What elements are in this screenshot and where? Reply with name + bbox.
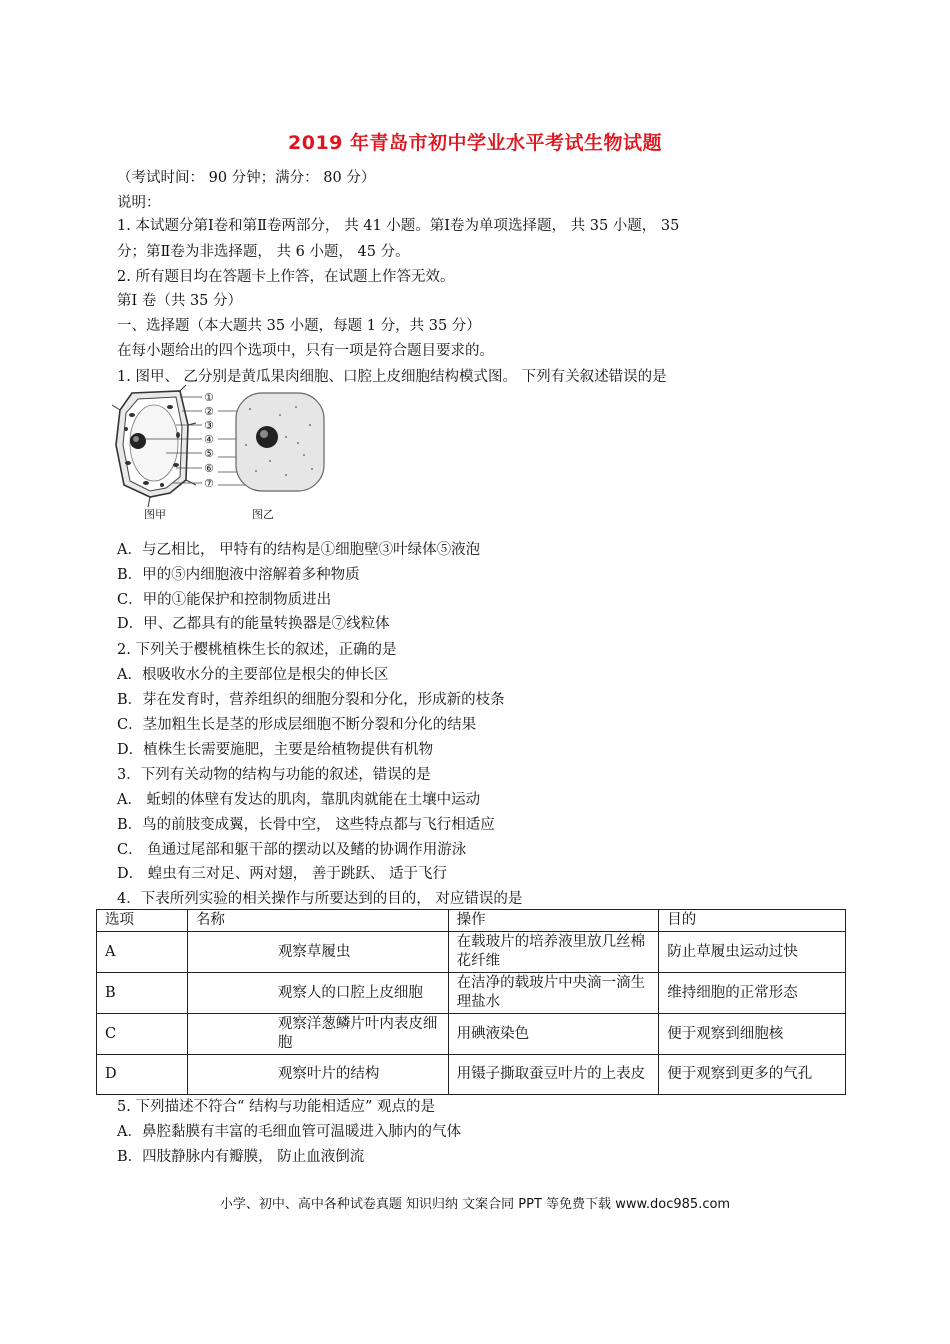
table-cell: 在洁净的载玻片中央滴一滴生理盐水 — [448, 973, 659, 1014]
table-cell: 在载玻片的培养液里放几丝棉花纤维 — [448, 932, 659, 973]
q1-option-a: A．与乙相比， 甲特有的结构是①细胞壁③叶绿体⑤液泡 — [117, 542, 481, 558]
animal-cell-diagram — [236, 393, 324, 491]
figure-a-caption: 图甲 — [144, 508, 166, 521]
table-row — [97, 932, 846, 973]
table-header-row — [97, 910, 846, 932]
q1-option-d: D．甲、乙都具有的能量转换器是⑦线粒体 — [117, 616, 390, 632]
table-cell: D — [97, 1055, 188, 1095]
section-heading: 第Ⅰ 卷（共 35 分） — [117, 293, 243, 309]
figure-label-2: ② — [204, 405, 214, 418]
table-cell: 观察叶片的结构 — [187, 1055, 448, 1095]
q2-option-b: B．芽在发育时，营养组织的细胞分裂和分化，形成新的枝条 — [117, 692, 505, 708]
table-cell: 观察洋葱鳞片叶内表皮细胞 — [187, 1014, 448, 1055]
plant-cell-diagram — [112, 385, 196, 507]
instruction-1a: 1. 本试题分第Ⅰ卷和第Ⅱ卷两部分， 共 41 小题。第Ⅰ卷为单项选择题， 共 35 小题， 35 — [117, 218, 680, 234]
instructions-label: 说明： — [117, 195, 161, 211]
table-cell: 便于观察到更多的气孔 — [659, 1055, 846, 1095]
q5-option-b: B．四肢静脉内有瓣膜， 防止血液倒流 — [117, 1149, 365, 1165]
table-header-purpose: 目的 — [659, 910, 846, 932]
page-footer: 小学、初中、高中各种试卷真题 知识归纳 文案合同 PPT 等免费下载 www.doc985.com — [219, 1197, 731, 1212]
table-cell: 观察人的口腔上皮细胞 — [187, 973, 448, 1014]
question-3-stem: 3．下列有关动物的结构与功能的叙述，错误的是 — [117, 767, 431, 783]
figure-label-5: ⑤ — [204, 447, 214, 460]
q1-option-b: B．甲的⑤内细胞液中溶解着多种物质 — [117, 567, 360, 583]
table-header-option: 选项 — [97, 910, 188, 932]
figure-label-6: ⑥ — [204, 462, 214, 475]
table-cell: 便于观察到细胞核 — [659, 1014, 846, 1055]
table-cell: 用碘液染色 — [448, 1014, 659, 1055]
table-cell: 观察草履虫 — [187, 932, 448, 973]
figure-label-3: ③ — [204, 419, 214, 432]
figure-label-7: ⑦ — [204, 477, 214, 490]
experiment-table — [96, 909, 846, 1095]
page-title: 2019 年青岛市初中学业水平考试生物试题 — [288, 132, 662, 154]
table-header-operation: 操作 — [448, 910, 659, 932]
q3-option-b: B．鸟的前肢变成翼，长骨中空， 这些特点都与飞行相适应 — [117, 817, 495, 833]
q5-option-a: A．鼻腔黏膜有丰富的毛细血管可温暖进入肺内的气体 — [117, 1124, 461, 1140]
table-row — [97, 1014, 846, 1055]
table-cell: 防止草履虫运动过快 — [659, 932, 846, 973]
instruction-1b: 分；第Ⅱ卷为非选择题， 共 6 小题， 45 分。 — [117, 244, 410, 260]
table-header-name: 名称 — [187, 910, 448, 932]
question-5-stem: 5. 下列描述不符合“ 结构与功能相适应” 观点的是 — [117, 1099, 435, 1115]
part-heading: 一、选择题（本大题共 35 小题，每题 1 分，共 35 分） — [117, 318, 481, 334]
question-2-stem: 2. 下列关于樱桃植株生长的叙述，正确的是 — [117, 642, 397, 658]
table-cell: C — [97, 1014, 188, 1055]
figure-label-4: ④ — [204, 433, 214, 446]
table-cell: 维持细胞的正常形态 — [659, 973, 846, 1014]
figure-label-1: ① — [204, 391, 214, 404]
question-1-stem: 1. 图甲、 乙分别是黄瓜果肉细胞、口腔上皮细胞结构模式图。 下列有关叙述错误的是 — [117, 369, 667, 385]
q2-option-d: D．植株生长需要施肥，主要是给植物提供有机物 — [117, 742, 434, 758]
q3-option-c: C． 鱼通过尾部和躯干部的摆动以及鳍的协调作用游泳 — [117, 842, 467, 858]
table-row — [97, 1055, 846, 1095]
q2-option-c: C．茎加粗生长是茎的形成层细胞不断分裂和分化的结果 — [117, 717, 477, 733]
table-row — [97, 973, 846, 1014]
cell-structure-figure — [110, 385, 410, 525]
q3-option-a: A． 蚯蚓的体壁有发达的肌肉，靠肌肉就能在土壤中运动 — [117, 792, 481, 808]
part-note: 在每小题给出的四个选项中，只有一项是符合题目要求的。 — [117, 343, 494, 359]
table-cell: 用镊子撕取蚕豆叶片的上表皮 — [448, 1055, 659, 1095]
exam-info: （考试时间： 90 分钟；满分： 80 分） — [117, 170, 376, 186]
table-cell: A — [97, 932, 188, 973]
q1-option-c: C．甲的①能保护和控制物质进出 — [117, 592, 332, 608]
instruction-2: 2. 所有题目均在答题卡上作答，在试题上作答无效。 — [117, 269, 455, 285]
q3-option-d: D． 蝗虫有三对足、两对翅， 善于跳跃、 适于飞行 — [117, 866, 447, 882]
figure-b-caption: 图乙 — [252, 508, 274, 521]
q2-option-a: A．根吸收水分的主要部位是根尖的伸长区 — [117, 667, 389, 683]
table-cell: B — [97, 973, 188, 1014]
question-4-stem: 4．下表所列实验的相关操作与所要达到的目的， 对应错误的是 — [117, 891, 523, 907]
